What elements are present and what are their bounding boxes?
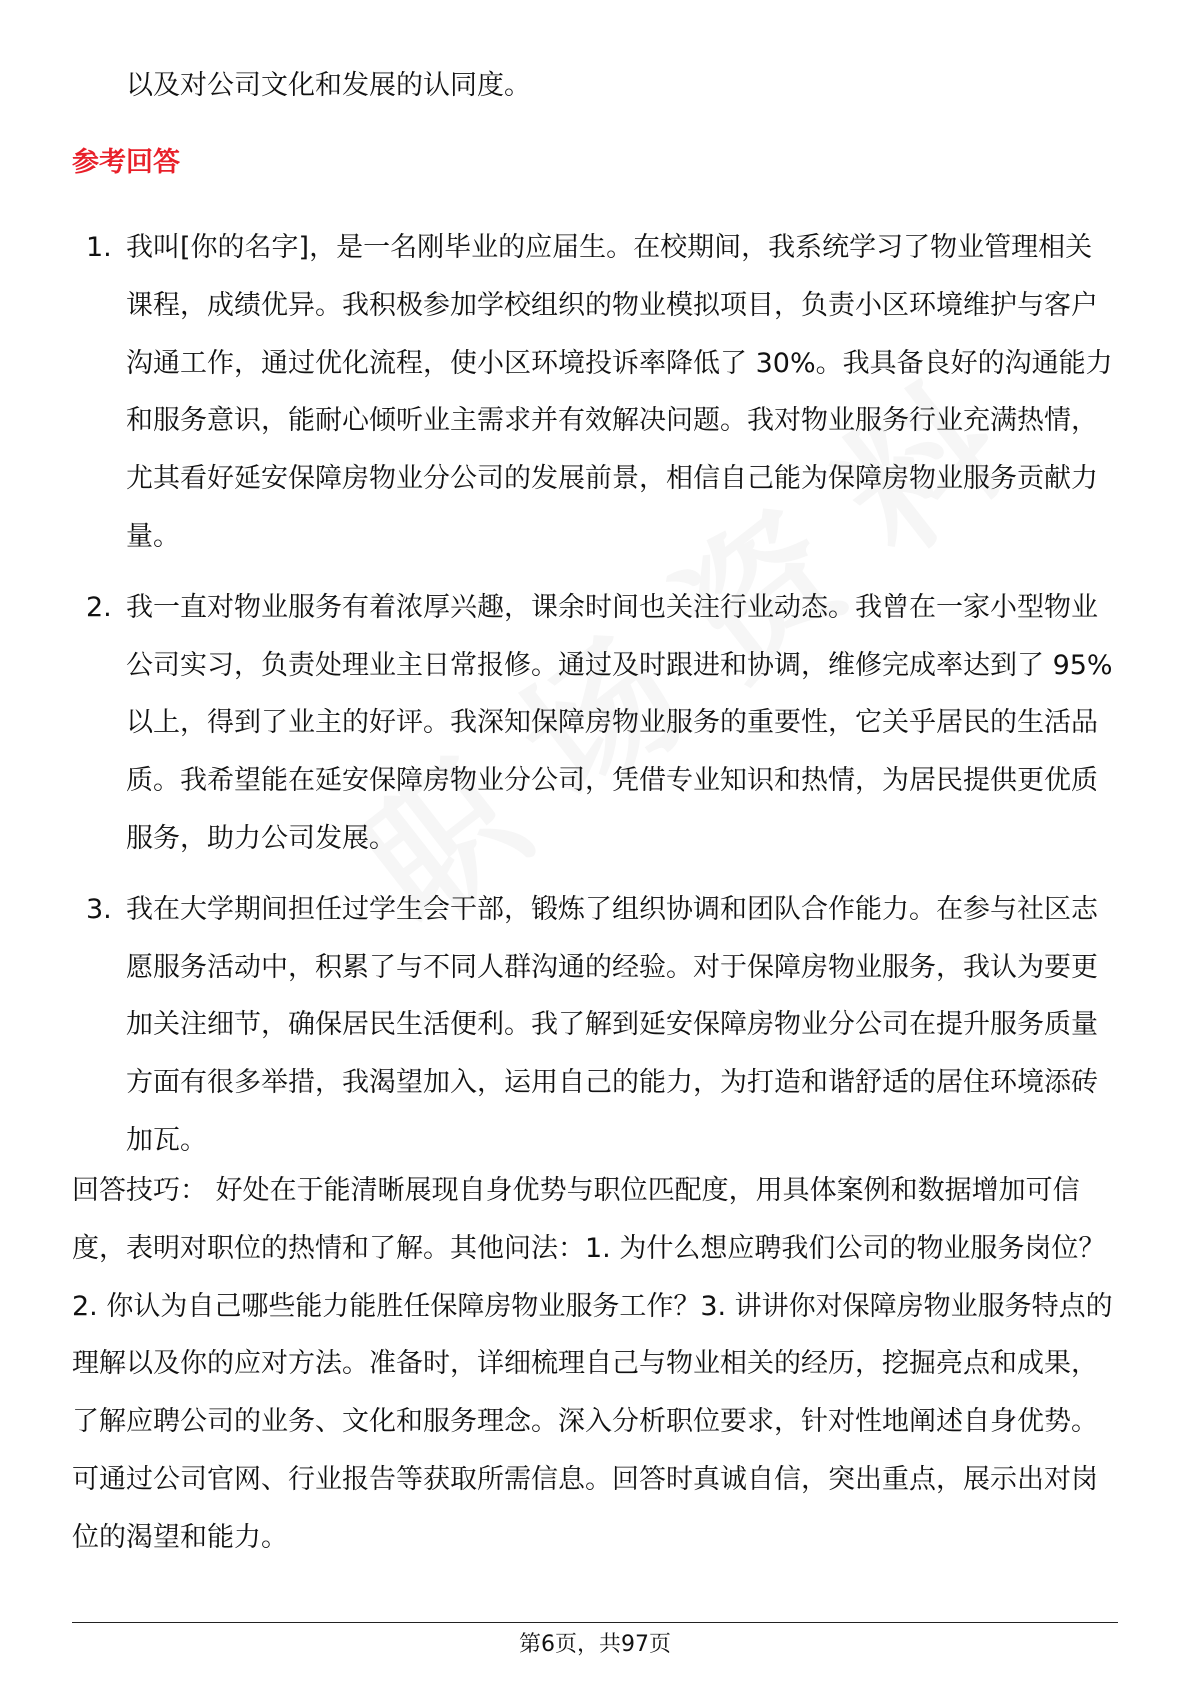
- answer-tips-paragraph: 回答技巧： 好处在于能清晰展现自身优势与职位匹配度，用具体案例和数据增加可信度，表明对职位的热情和了解。其他问法：1. 为什么想应聘我们公司的物业服务岗位？2. 你认为自己哪些能力能胜任保障房物业服务工作？3. 讲讲你对保障房物业服务特点的理解以及你的应对方法。准备时，详细梳理自己与物业相关的经历，挖掘亮点和成果，了解应聘公司的业务、文化和服务理念。深入分析职位要求，针对性地阐述自身优势。可通过公司官网、行业报告等获取所需信息。回答时真诚自信，突出重点，展示出对岗位的渴望和能力。: [72, 1175, 1113, 1553]
- answer-number: 3.: [86, 893, 112, 925]
- answer-number: 1.: [86, 232, 112, 263]
- continuation-text: 以及对公司文化和发展的认同度。: [126, 70, 531, 101]
- answer-item: [0, 219, 1118, 566]
- answer-text: 我叫[你的名字]，是一名刚毕业的应届生。在校期间，我系统学习了物业管理相关课程，成绩优异。我积极参加学校组织的物业模拟项目，负责小区环境维护与客户沟通工作，通过优化流程，使小区环境投诉率降低了 30%。我具备良好的沟通能力和服务意识，能耐心倾听业主需求并有效解决问题。我对物业服务行业充满热情，尤其看好延安保障房物业分公司的发展前景，相信自己能为保障房物业服务贡献力量。: [126, 232, 1113, 552]
- answer-text: 我在大学期间担任过学生会干部，锻炼了组织协调和团队合作能力。在参与社区志愿服务活动中，积累了与不同人群沟通的经验。对于保障房物业服务，我认为要更加关注细节，确保居民生活便利。我了解到延安保障房物业分公司在提升服务质量方面有很多举措，我渴望加入，运用自己的能力，为打造和谐舒适的居住环境添砖加瓦。: [126, 893, 1098, 1156]
- answer-number: 2.: [86, 591, 112, 623]
- answer-list: [0, 219, 1190, 1183]
- answer-item: [0, 881, 1118, 1170]
- answer-item: [0, 579, 1118, 868]
- footer-divider: [72, 1622, 1118, 1623]
- section-heading: 参考回答: [72, 147, 180, 178]
- answer-text: 我一直对物业服务有着浓厚兴趣，课余时间也关注行业动态。我曾在一家小型物业公司实习，负责处理业主日常报修。通过及时跟进和协调，维修完成率达到了 95%以上，得到了业主的好评。我深知保障房物业服务的重要性，它关乎居民的生活品质。我希望能在延安保障房物业分公司，凭借专业知识和热情，为居民提供更优质服务，助力公司发展。: [126, 591, 1113, 854]
- page-number: 第6页，共97页: [519, 1632, 671, 1657]
